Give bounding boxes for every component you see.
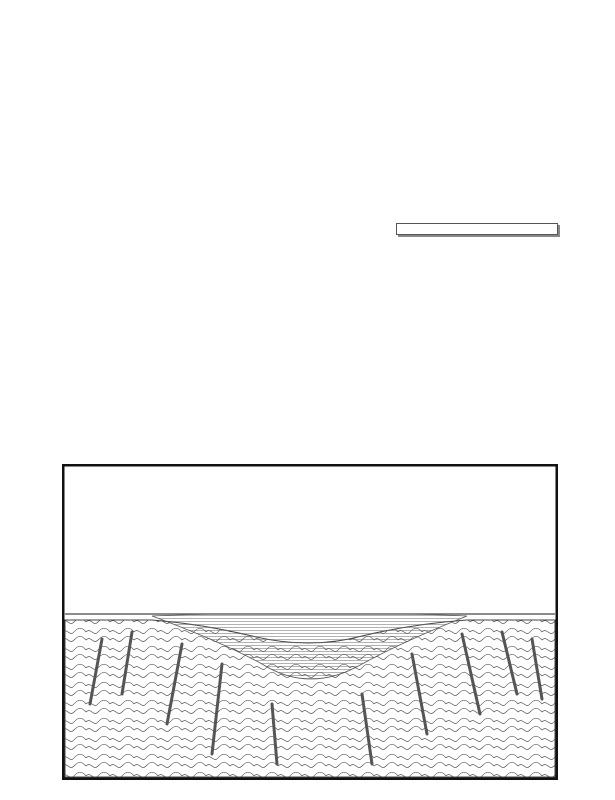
figure-13-17-caption xyxy=(65,396,555,407)
figure-13-18-illustration xyxy=(62,464,558,780)
parameter-legend xyxy=(396,223,558,235)
figure-13-18-caption xyxy=(65,781,555,792)
basement-depth-diagram xyxy=(62,464,558,780)
